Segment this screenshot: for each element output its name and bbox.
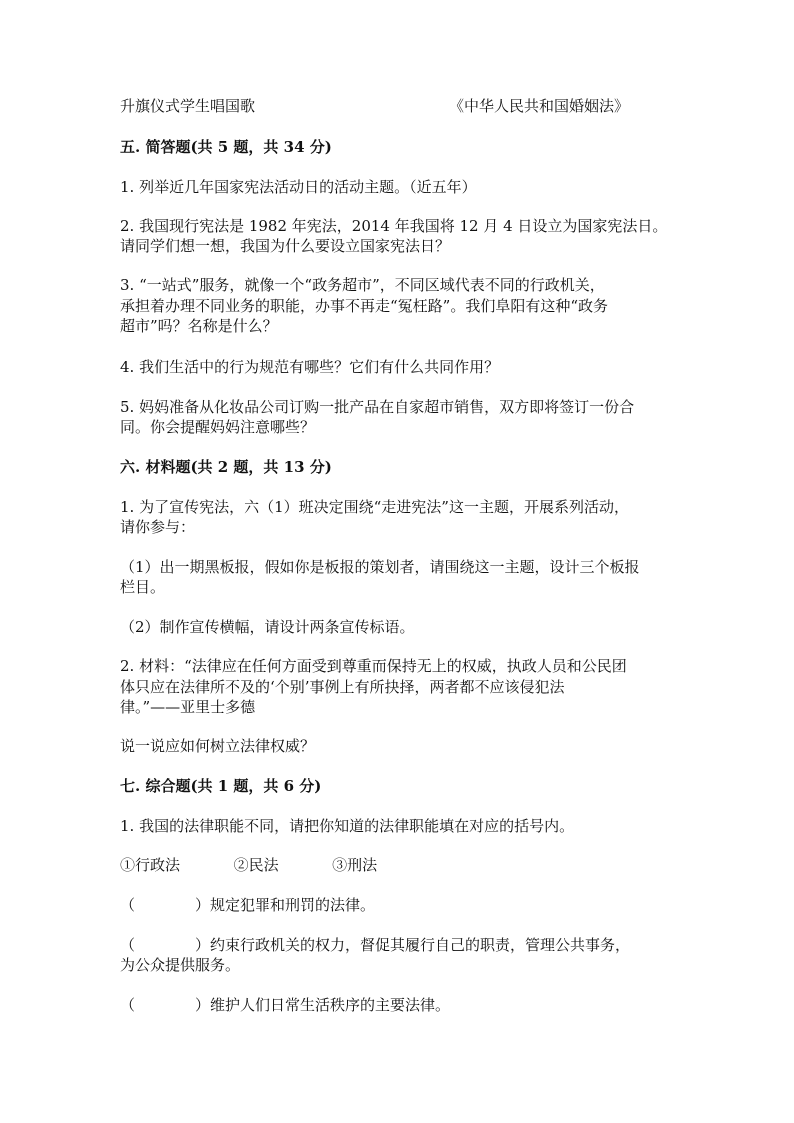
section6-q2-line1: 2. 材料：“法律应在任何方面受到尊重而保持无上的权威，执政人员和公民团 [120,657,627,675]
option-administrative-law: ①行政法 [120,856,181,874]
section7-item1: （ ）规定犯罪和刑罚的法律。 [120,896,376,914]
section7-item2-line2: 为公众提供服务。 [120,956,241,974]
section5-q4: 4. 我们生活中的行为规范有哪些？它们有什么共同作用？ [120,358,500,376]
section6-q1a-line2: 栏目。 [120,578,166,596]
section6-q2-ask: 说一说应如何树立法律权威？ [120,737,316,755]
section5-q2-line1: 2. 我国现行宪法是 1982 年宪法，2014 年我国将 12 月 4 日设立为国家宪法日。 [120,217,668,235]
top-right-text: 《中华人民共和国婚姻法》 [449,97,630,115]
section5-q5-line1: 5. 妈妈准备从化妆品公司订购一批产品在自家超市销售，双方即将签订一份合 [120,398,635,416]
section7-item3: （ ）维护人们日常生活秩序的主要法律。 [120,996,451,1014]
section6-heading: 六. 材料题(共 2 题，共 13 分) [120,458,332,476]
section7-q1: 1. 我国的法律职能不同，请把你知道的法律职能填在对应的括号内。 [120,817,575,835]
option-criminal-law: ③刑法 [332,856,378,874]
section6-q1a-line1: （1）出一期黑板报，假如你是板报的策划者，请围绕这一主题，设计三个板报 [120,558,640,576]
section6-q1b: （2）制作宣传横幅，请设计两条宣传标语。 [120,618,415,636]
section5-q3-line2: 承担着办理不同业务的职能，办事不再走“冤枉路”。我们阜阳有这种“政务 [120,297,609,315]
section5-q1: 1. 列举近几年国家宪法活动日的活动主题。（近五年） [120,178,477,196]
option-civil-law: ②民法 [233,856,279,874]
section7-options [120,855,377,875]
section6-q1-line1: 1. 为了宣传宪法，六（1）班决定围绕“走进宪法”这一主题，开展系列活动， [120,498,629,516]
section5-q3-line3: 超市”吗？名称是什么？ [120,317,278,335]
section5-q5-line2: 同。你会提醒妈妈注意哪些？ [120,418,316,436]
section7-heading: 七. 综合题(共 1 题，共 6 分) [120,777,322,795]
top-left-text: 升旗仪式学生唱国歌 [120,97,256,115]
section5-q3-line1: 3. “一站式”服务，就像一个“政务超市”，不同区域代表不同的行政机关， [120,276,605,294]
section5-q2-line2: 请同学们想一想，我国为什么要设立国家宪法日？ [120,237,451,255]
section7-item2-line1: （ ）约束行政机关的权力，督促其履行自己的职责，管理公共事务， [120,936,631,954]
section6-q1-line2: 请你参与： [120,518,196,536]
section5-heading: 五. 简答题(共 5 题，共 34 分) [120,138,332,156]
section6-q2-line2: 体只应在法律所不及的‘个别’事例上有所抉择，两者都不应该侵犯法 [120,678,565,696]
section6-q2-line3: 律。”——亚里士多德 [120,698,256,716]
